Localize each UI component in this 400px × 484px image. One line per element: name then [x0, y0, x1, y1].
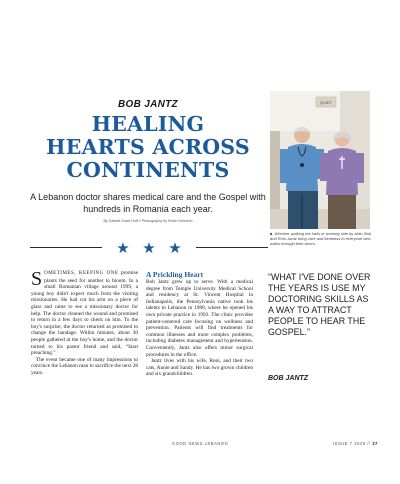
pull-quote-attribution: BOB JANTZ	[268, 375, 309, 382]
star-divider	[30, 240, 268, 256]
wall-sign: QUIET	[319, 100, 333, 105]
footer-publication: GOOD NEWS LEBANON	[172, 441, 229, 446]
headline-line-2: HEARTS ACROSS	[46, 135, 250, 159]
body-column-1	[31, 270, 138, 377]
bullet-icon: ■	[270, 231, 273, 236]
page-number: 37	[372, 441, 378, 446]
article-kicker: BOB JANTZ	[118, 99, 178, 110]
divider-rule-left	[30, 247, 102, 248]
article-photo	[270, 91, 370, 229]
footer-issue	[333, 441, 378, 446]
body-column-2	[146, 270, 253, 378]
photo-caption	[270, 231, 372, 246]
star-icon: ★	[168, 239, 182, 257]
body-paragraph: Jantz lives with his wife, Roni, and their two cats, Annie and Sandy. He has two grown children and six grandchildren.	[146, 358, 253, 378]
star-icon: ★	[142, 239, 156, 257]
divider-stars	[110, 240, 188, 256]
star-icon: ★	[116, 239, 130, 257]
doctor-couple-photo	[270, 91, 370, 229]
drop-cap: S	[31, 268, 43, 290]
body-paragraph: The event became one of many impressions to convince the Lebanon man to sacrifice the next 28 years.	[31, 356, 138, 376]
article-credits: By Gabriel Grant Huff // Photography by Robin Holcomb	[103, 219, 193, 223]
body-paragraph	[31, 270, 138, 357]
paragraph-text: promise plants the seed for another to bloom. In a small Romanian village around 1999, a young boy didn't expect much from the visiting missionaries. He had cut his arm on a piece of glass and came to see a missionary doctor for help. The doctor cleaned the wound and promised to return in a few days to check on him. To the boy's surprise, the doctor returned as promised to change the bandage. Within minutes, about 30 people gathered at the boy's home, and the doctor turned to his pastor friend and said, “Start preaching.”	[31, 270, 139, 357]
headline-line-1: HEALING	[91, 112, 205, 136]
footer-issue-text: ISSUE 7 2025 //	[333, 441, 371, 446]
article-subhead: A Lebanon doctor shares medical care and the Gospel with hundreds in Romania each year.	[30, 192, 266, 214]
photo-caption-text: Whether walking the halls or working side by side, Bob and Roni Jantz bring care and kindness to everyone who walks through their doors.	[270, 231, 372, 246]
pull-quote: “WHAT I'VE DONE OVER THE YEARS IS USE MY DOCTORING SKILLS AS A WAY TO ATTRACT PEOPLE TO HEAR THE GOSPEL.”	[268, 272, 371, 337]
section-heading: A Prickling Heart	[146, 270, 204, 279]
headline-line-3: CONTINENTS	[66, 158, 230, 182]
body-paragraph: Bob Jantz grew up to serve. With a medical degree from Temple University Medical School and residency at St. Vincent Hospital in Indianapolis, the Pennsylvania native took his talents to Lebanon in 1988, where he opened his own private practice in 1993. The clinic provides patient-centered care focusing on wellness and prevention. Patients will find treatments for common illnesses and more complex problems, including diabetes management and hypertension. Conveniently, Jantz also offers minor surgical procedures in the office.	[146, 279, 253, 358]
article-headline	[30, 113, 266, 182]
divider-rule-right	[196, 247, 268, 248]
lead-in-caps: OMETIMES, KEEPING ONE	[44, 271, 119, 276]
